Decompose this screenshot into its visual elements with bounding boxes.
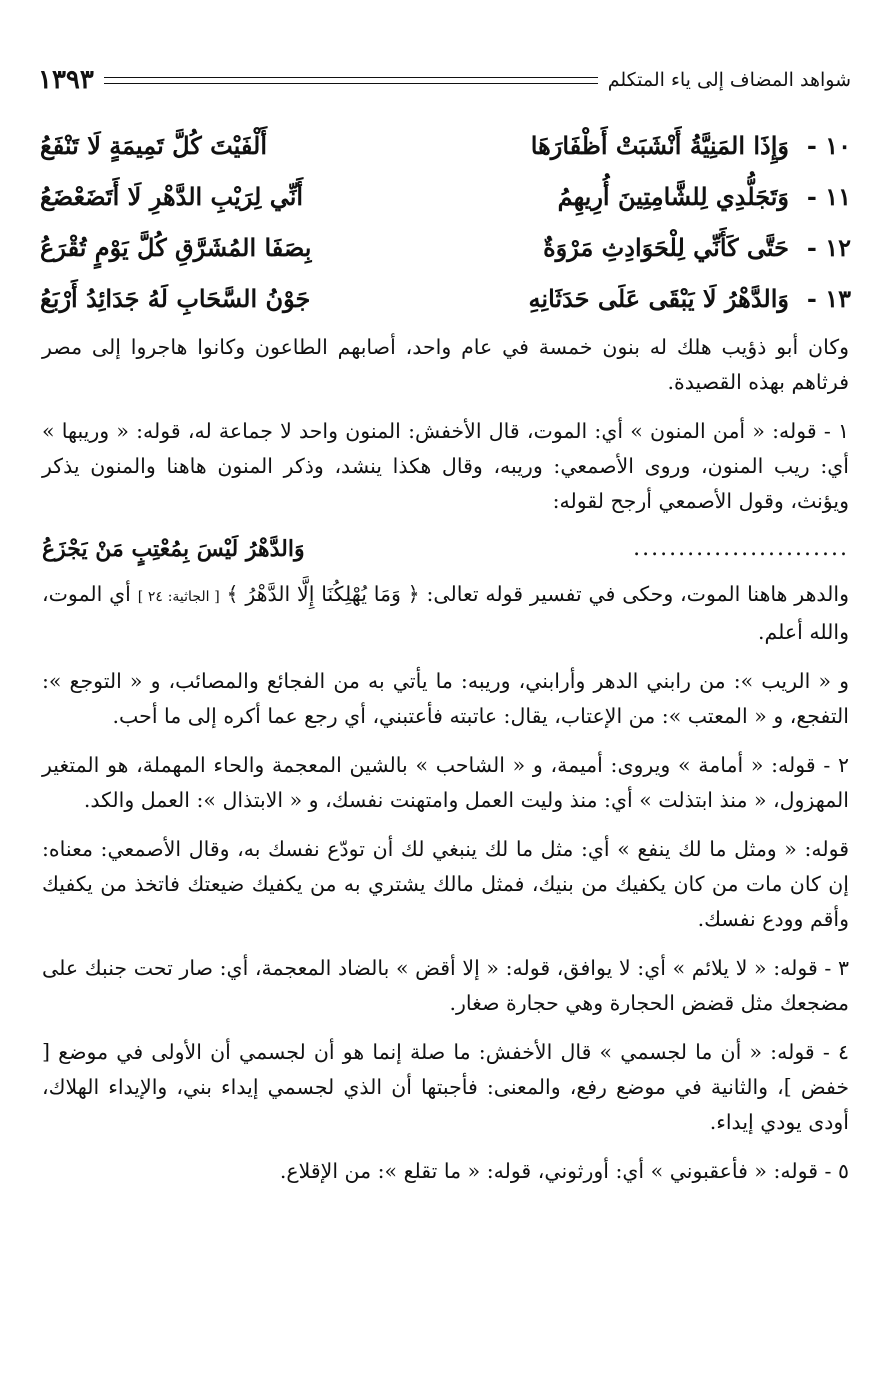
verse-first-hemistich: وَالدَّهْرُ لَا يَبْقَى عَلَى حَدَثَانِهِ — [528, 284, 789, 313]
verse-first-hemistich: وَإِذَا المَنِيَّةُ أَنْشَبَتْ أَظْفَارَهَا — [530, 131, 789, 160]
omission-dots: ........................ — [633, 536, 849, 561]
verse-line — [40, 128, 851, 179]
verse-line — [40, 281, 851, 332]
paragraph-intro: وكان أبو ذؤيب هلك له بنون خمسة في عام واحد، أصابهم الطاعون وكانوا هاجروا إلى مصر فرثاهم بهذه القصيدة. — [42, 335, 849, 394]
paragraph-rayb: و « الريب »: من رابني الدهر وأرابني، وريبه: ما يأتي به من الفجائع والمصائب، و « التوجع »: التفجع، و « المعتب »: من الإعتاب، يقال: عاتبته فأعتبني، أي رجع عما أكره إلى ما أحب. — [42, 669, 849, 728]
paragraph-note-3: ٣ - قوله: « لا يلائم » أي: لا يوافق، قوله: « إلا أقض » بالضاد المعجمة، أي: صار تحت جنبك على مضجعك مثل قضض الحجارة وهي حجارة صغار. — [42, 956, 849, 1015]
chapter-title: شواهد المضاف إلى ياء المتكلم — [607, 69, 851, 91]
commentary-text — [42, 330, 849, 1197]
paragraph-note-2: ٢ - قوله: « أمامة » ويروى: أميمة، و « الشاحب » بالشين المعجمة والحاء المهملة، هو المتغير المهزول، « منذ ابتذلت » أي: منذ وليت العمل وامتهنت نفسك، و « الابتذال »: العمل والكد. — [42, 753, 849, 812]
paragraph-note-5: ٥ - قوله: « فأعقبوني » أي: أورثوني، قوله: « ما تقلع »: من الإقلاع. — [279, 1159, 849, 1183]
verse-second-hemistich: أَنِّي لِرَيْبِ الدَّهْرِ لَا أَتَضَعْضَعُ — [40, 182, 304, 211]
verse-number: ١٣ - — [806, 284, 851, 313]
running-header — [38, 60, 851, 100]
quoted-verse — [42, 527, 849, 571]
verse-second-hemistich: جَوْنُ السَّحَابِ لَهُ جَدَائِدُ أَرْبَعُ — [40, 284, 311, 313]
header-rule — [104, 77, 598, 84]
verse-line — [40, 179, 851, 230]
verse-second-hemistich: أَلْفَيْتَ كُلَّ تَمِيمَةٍ لَا تَنْفَعُ — [40, 131, 268, 160]
paragraph-note-4: ٤ - قوله: « أن ما لجسمي » قال الأخفش: ما صلة إنما هو أن لجسمي أن الأولى في موضع [ خفض ]، والثانية في موضع رفع، والمعنى: فأجبتها أن الذي لجسمي إيداء بني، والإيداء الهلاك، أودى يودي إيداء. — [42, 1040, 849, 1134]
verse-number: ١٢ - — [806, 233, 851, 262]
verse-number: ١١ - — [806, 182, 851, 211]
verse-second-hemistich: بِصَفَا المُشَرَّقِ كُلَّ يَوْمٍ تُقْرَعُ — [40, 233, 312, 262]
paragraph-malak: قوله: « ومثل ما لك ينفع » أي: مثل ما لك ينبغي لك أن تودّع نفسك به، وقال الأصمعي: معناه: إن كان مات من كان يكفيك من بنيك، فمثل مالك يشتري به من يكفيك ضيعتك فاتخذ من يكفيك وأقم وودع نفسك. — [42, 837, 849, 931]
verse-block — [40, 128, 851, 332]
verse-first-hemistich: وَتَجَلُّدِي لِلشَّامِتِينَ أُرِيهِمُ — [557, 182, 789, 211]
page-number: ١٣٩٣ — [38, 65, 94, 95]
quran-reference: [ الجاثية: ٢٤ ] — [137, 589, 220, 605]
verse-line — [40, 230, 851, 281]
paragraph-note-1: ١ - قوله: « أمن المنون » أي: الموت، قال الأخفش: المنون واحد لا جماعة له، قوله: « وريبها » أي: ريب المنون، وروى الأصمعي: وريبه، وقال هكذا ينشد، وذكر المنون هاهنا والمنون يذكر ويؤنث، وقول الأصمعي أرجح لقوله: — [42, 419, 849, 513]
verse-first-hemistich: حَتَّى كَأَنِّي لِلْحَوَادِثِ مَرْوَةٌ — [543, 233, 789, 262]
quoted-hemistich: وَالدَّهْرُ لَيْسَ بِمُعْتِبٍ مَنْ يَجْزَعُ — [42, 536, 305, 562]
verse-number: ١٠ - — [806, 131, 851, 160]
paragraph-quran: والدهر هاهنا الموت، وحكى في تفسير قوله تعالى: ﴿ وَمَا يُهْلِكُنَا إِلَّا الدَّهْرُ ﴾ [ الجاثية: ٢٤ ] أي الموت، والله أعلم. — [42, 582, 849, 644]
